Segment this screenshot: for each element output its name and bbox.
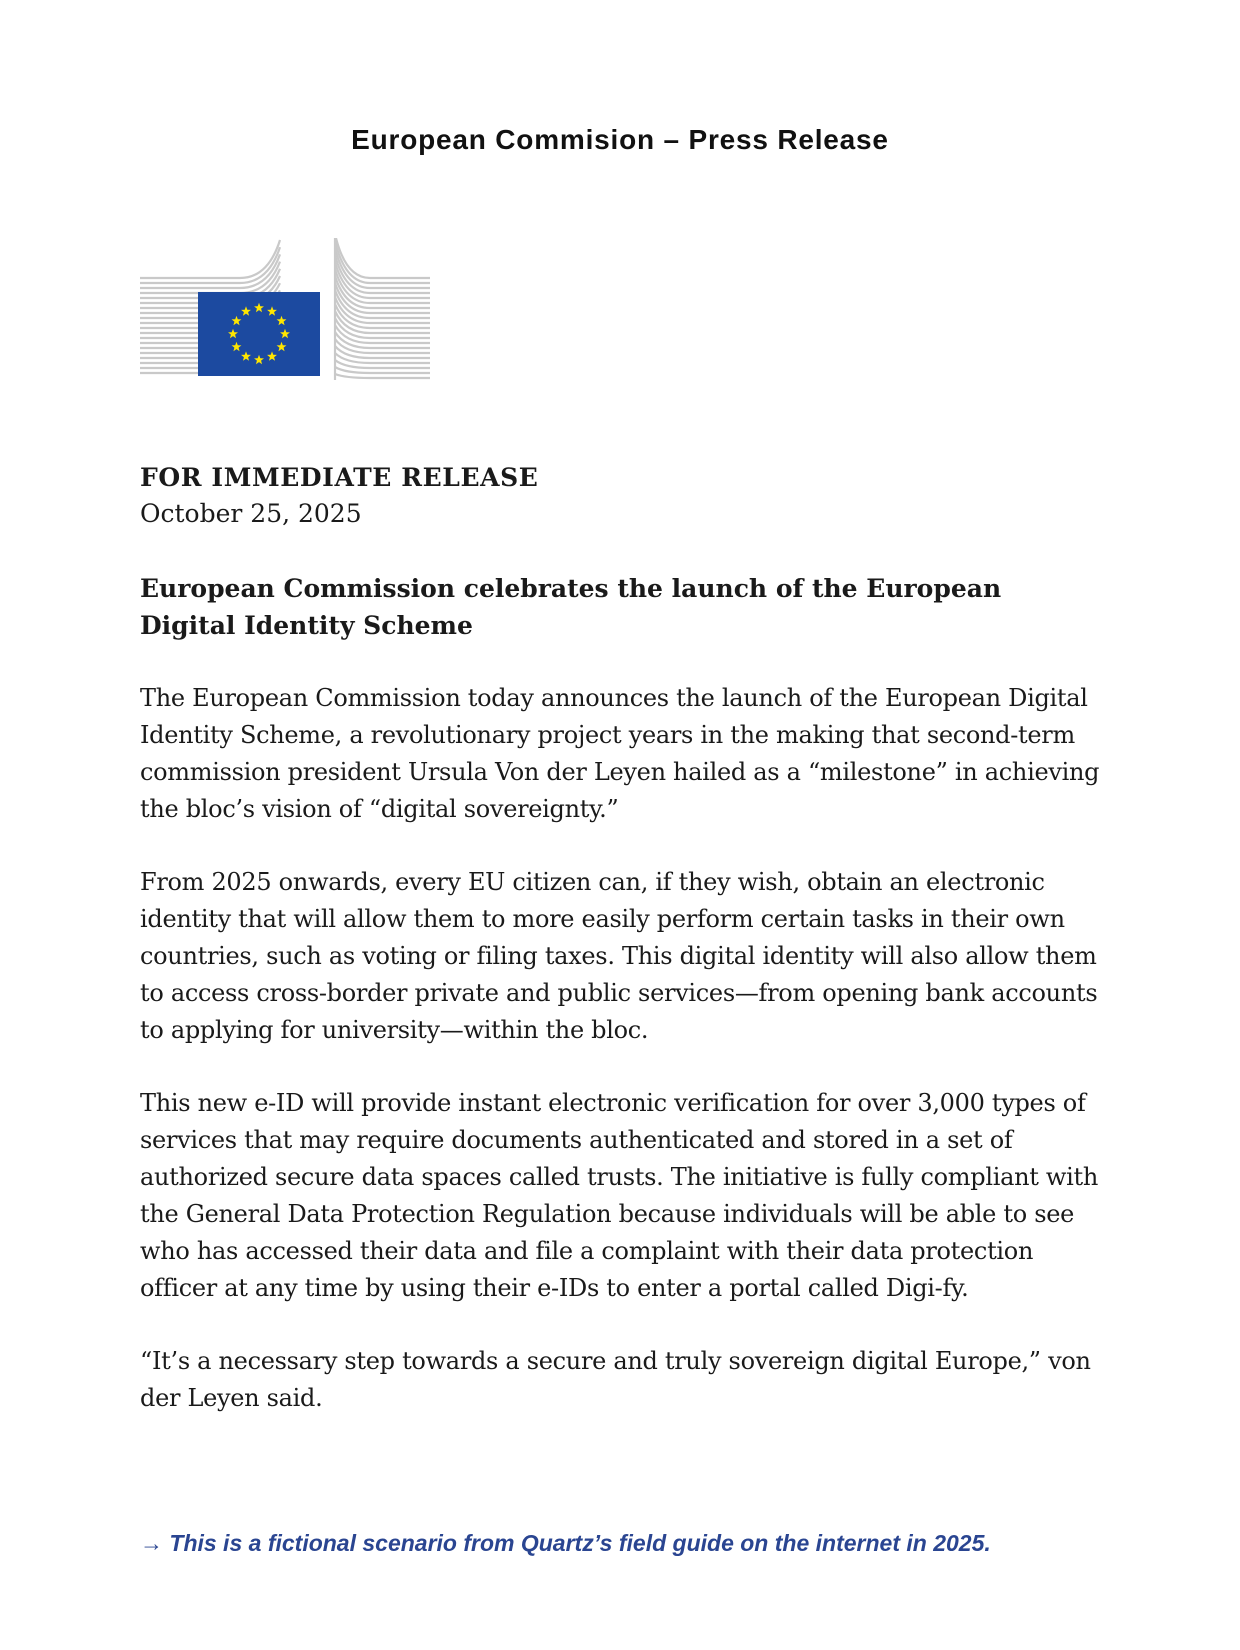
- european-commission-logo: [140, 238, 430, 380]
- body-paragraph-1: The European Commission today announces the launch of the European Digital Identity Scheme, a revolutionary project years in the making that second-term commission president Ursula Von der Leyen hailed as a “milestone” in achieving the bloc’s vision of “digital sovereignty.”: [140, 684, 1100, 823]
- page-title: European Commision – Press Release: [351, 124, 889, 155]
- footer-note: → This is a fictional scenario from Quartz’s field guide on the internet in 2025.: [140, 1530, 991, 1556]
- body-paragraph-4: “It’s a necessary step towards a secure and truly sovereign digital Europe,” von der Leyen said.: [140, 1347, 1091, 1412]
- release-label: FOR IMMEDIATE RELEASE: [140, 463, 539, 492]
- body-paragraph-3: This new e-ID will provide instant electronic verification for over 3,000 types of services that may require documents authenticated and stored in a set of authorized secure data spaces called trusts. The initiative is fully compliant with the General Data Protection Regulation because individuals will be able to see who has accessed their data and file a complaint with their data protection officer at any time by using their e-IDs to enter a portal called Digi-fy.: [140, 1089, 1099, 1302]
- body-paragraph-2: From 2025 onwards, every EU citizen can, if they wish, obtain an electronic identity that will allow them to more easily perform certain tasks in their own countries, such as voting or filing taxes. This digital identity will also allow them to access cross-border private and public services—from opening bank accounts to applying for university—within the bloc.: [140, 868, 1098, 1044]
- release-date: October 25, 2025: [140, 499, 362, 528]
- headline: European Commission celebrates the launch of the European Digital Identity Scheme: [140, 574, 1002, 640]
